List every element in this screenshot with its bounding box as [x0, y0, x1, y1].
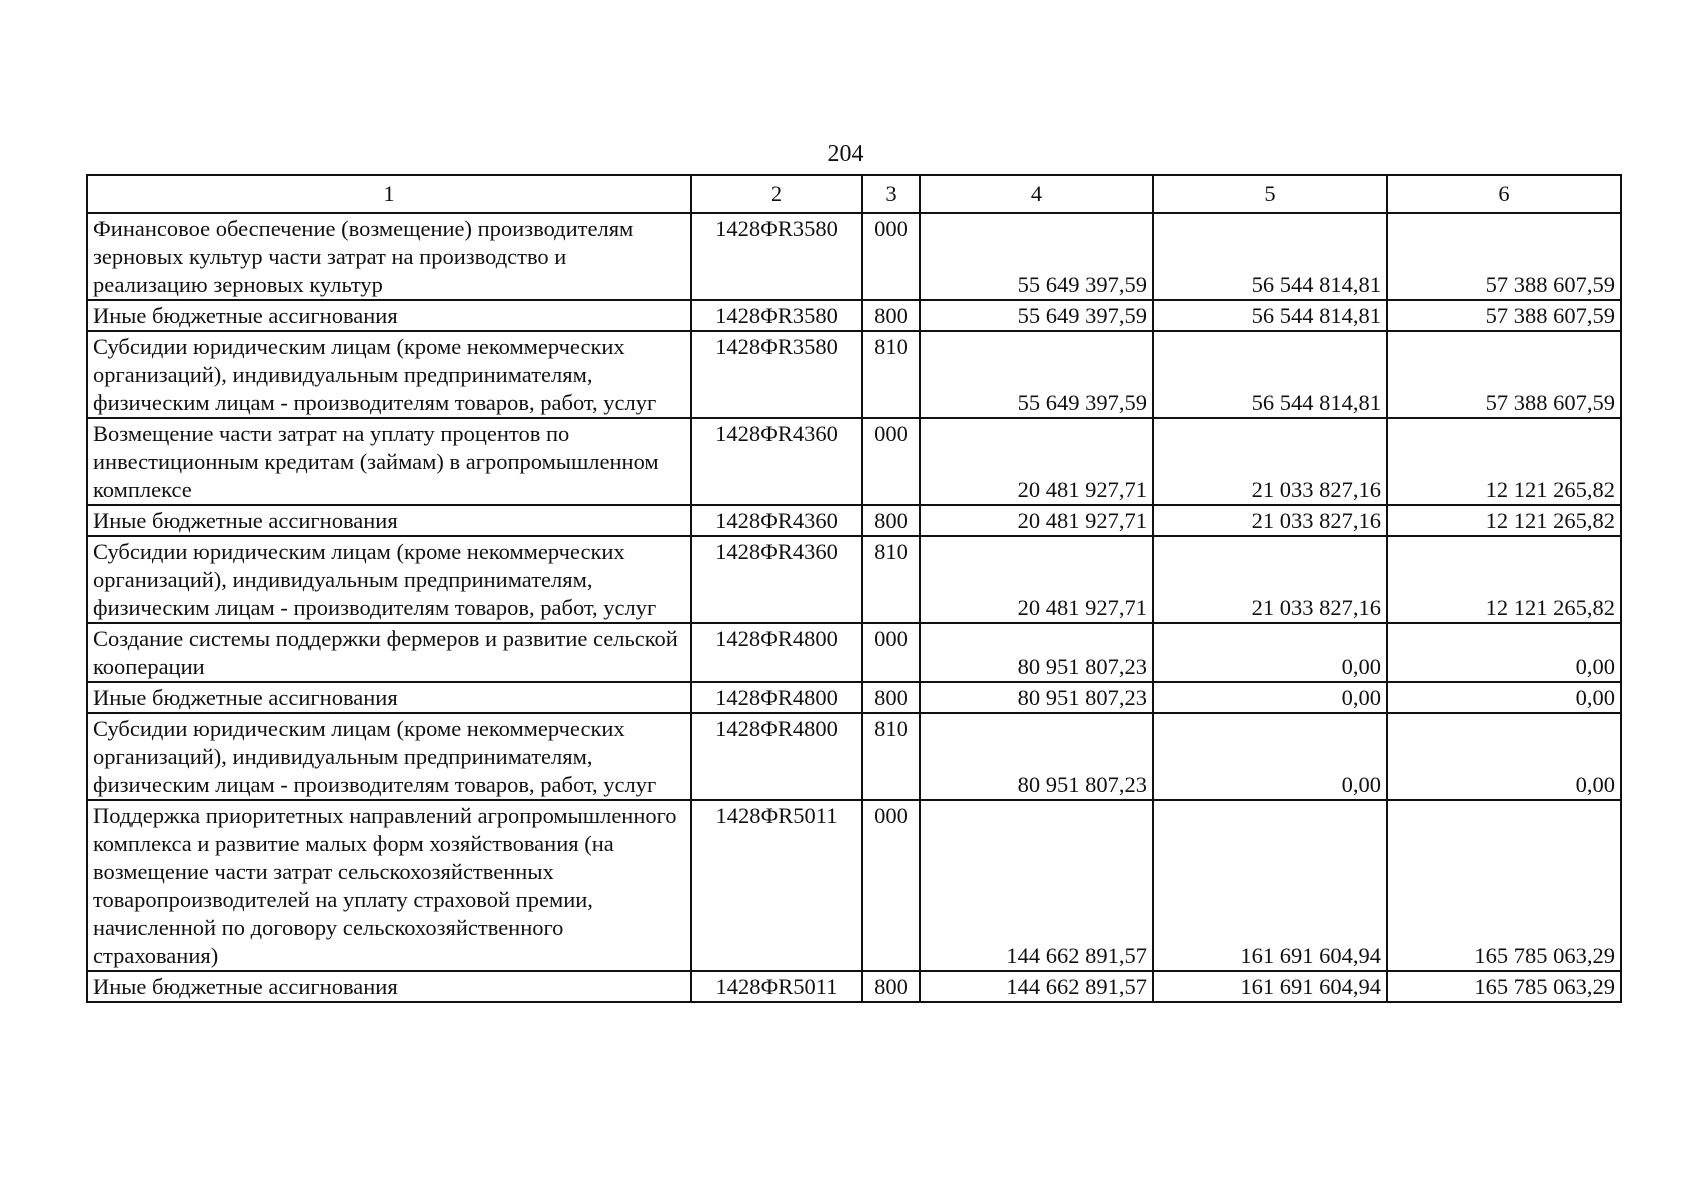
row-value-6: 12 121 265,82 — [1387, 505, 1621, 536]
row-value-5: 21 033 827,16 — [1153, 536, 1387, 623]
table-row — [87, 800, 1621, 971]
table-row — [87, 300, 1621, 331]
row-name: Поддержка приоритетных направлений агропромышленного комплекса и развитие малых форм хозяйствования (на возмещение части затрат сельскохозяйственных товаропроизводителей на уплату страховой премии, начисленной по договору сельскохозяйственного страхования) — [87, 800, 691, 971]
row-name: Создание системы поддержки фермеров и развитие сельской кооперации — [87, 623, 691, 682]
row-value-5: 21 033 827,16 — [1153, 505, 1387, 536]
row-value-5: 0,00 — [1153, 713, 1387, 800]
row-code: 1428ФR4800 — [691, 623, 862, 682]
row-value-5: 56 544 814,81 — [1153, 300, 1387, 331]
table-row — [87, 713, 1621, 800]
row-code: 1428ФR4360 — [691, 536, 862, 623]
row-value-4: 20 481 927,71 — [920, 418, 1153, 505]
row-expense-type: 000 — [862, 418, 920, 505]
row-value-6: 57 388 607,59 — [1387, 213, 1621, 300]
row-code: 1428ФR3580 — [691, 213, 862, 300]
row-expense-type: 800 — [862, 300, 920, 331]
row-name: Иные бюджетные ассигнования — [87, 300, 691, 331]
row-value-6: 57 388 607,59 — [1387, 300, 1621, 331]
row-code: 1428ФR5011 — [691, 971, 862, 1002]
row-expense-type: 000 — [862, 213, 920, 300]
row-code: 1428ФR5011 — [691, 800, 862, 971]
row-value-4: 20 481 927,71 — [920, 536, 1153, 623]
column-header-6: 6 — [1387, 175, 1621, 213]
header-row — [87, 175, 1621, 213]
column-header-5: 5 — [1153, 175, 1387, 213]
row-value-4: 144 662 891,57 — [920, 971, 1153, 1002]
row-value-4: 55 649 397,59 — [920, 300, 1153, 331]
row-value-5: 56 544 814,81 — [1153, 331, 1387, 418]
budget-table — [86, 174, 1622, 1003]
table-row — [87, 418, 1621, 505]
column-header-4: 4 — [920, 175, 1153, 213]
page-number: 204 — [827, 141, 864, 167]
row-code: 1428ФR3580 — [691, 300, 862, 331]
row-value-5: 0,00 — [1153, 623, 1387, 682]
row-name: Субсидии юридическим лицам (кроме некоммерческих организаций), индивидуальным предпринимателям, физическим лицам - производителям товаров, работ, услуг — [87, 536, 691, 623]
row-value-4: 20 481 927,71 — [920, 505, 1153, 536]
row-expense-type: 800 — [862, 971, 920, 1002]
row-name: Субсидии юридическим лицам (кроме некоммерческих организаций), индивидуальным предпринимателям, физическим лицам - производителям товаров, работ, услуг — [87, 331, 691, 418]
row-code: 1428ФR4360 — [691, 418, 862, 505]
row-value-5: 56 544 814,81 — [1153, 213, 1387, 300]
row-value-4: 80 951 807,23 — [920, 682, 1153, 713]
row-expense-type: 000 — [862, 800, 920, 971]
row-value-6: 0,00 — [1387, 682, 1621, 713]
row-value-4: 80 951 807,23 — [920, 623, 1153, 682]
table-row — [87, 213, 1621, 300]
row-value-5: 161 691 604,94 — [1153, 800, 1387, 971]
row-code: 1428ФR4800 — [691, 713, 862, 800]
row-code: 1428ФR4360 — [691, 505, 862, 536]
table-row — [87, 331, 1621, 418]
row-value-6: 165 785 063,29 — [1387, 800, 1621, 971]
table-row — [87, 682, 1621, 713]
row-name: Иные бюджетные ассигнования — [87, 682, 691, 713]
column-header-1: 1 — [87, 175, 691, 213]
row-value-6: 0,00 — [1387, 623, 1621, 682]
table-row — [87, 971, 1621, 1002]
column-header-3: 3 — [862, 175, 920, 213]
table-row — [87, 505, 1621, 536]
row-value-4: 144 662 891,57 — [920, 800, 1153, 971]
row-name: Финансовое обеспечение (возмещение) производителям зерновых культур части затрат на производство и реализацию зерновых культур — [87, 213, 691, 300]
row-value-6: 165 785 063,29 — [1387, 971, 1621, 1002]
row-name: Возмещение части затрат на уплату процентов по инвестиционным кредитам (займам) в агропромышленном комплексе — [87, 418, 691, 505]
row-expense-type: 810 — [862, 331, 920, 418]
column-header-2: 2 — [691, 175, 862, 213]
row-value-6: 0,00 — [1387, 713, 1621, 800]
row-value-5: 21 033 827,16 — [1153, 418, 1387, 505]
row-expense-type: 800 — [862, 505, 920, 536]
row-value-4: 55 649 397,59 — [920, 213, 1153, 300]
row-name: Иные бюджетные ассигнования — [87, 971, 691, 1002]
row-expense-type: 810 — [862, 536, 920, 623]
row-value-6: 57 388 607,59 — [1387, 331, 1621, 418]
row-expense-type: 000 — [862, 623, 920, 682]
row-value-6: 12 121 265,82 — [1387, 536, 1621, 623]
table-row — [87, 536, 1621, 623]
row-name: Иные бюджетные ассигнования — [87, 505, 691, 536]
row-expense-type: 810 — [862, 713, 920, 800]
table-row — [87, 623, 1621, 682]
row-value-5: 0,00 — [1153, 682, 1387, 713]
row-code: 1428ФR4800 — [691, 682, 862, 713]
row-name: Субсидии юридическим лицам (кроме некоммерческих организаций), индивидуальным предпринимателям, физическим лицам - производителям товаров, работ, услуг — [87, 713, 691, 800]
row-value-4: 55 649 397,59 — [920, 331, 1153, 418]
row-value-5: 161 691 604,94 — [1153, 971, 1387, 1002]
row-value-4: 80 951 807,23 — [920, 713, 1153, 800]
row-expense-type: 800 — [862, 682, 920, 713]
row-code: 1428ФR3580 — [691, 331, 862, 418]
row-value-6: 12 121 265,82 — [1387, 418, 1621, 505]
